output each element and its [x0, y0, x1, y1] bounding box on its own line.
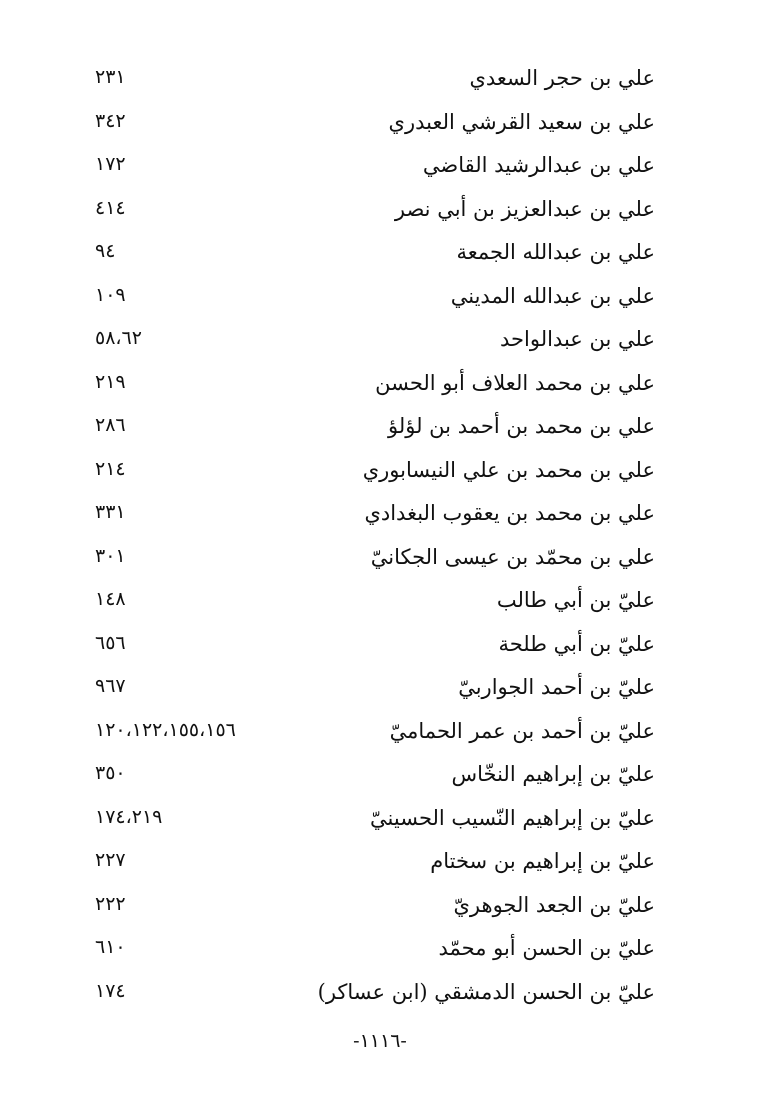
index-entry — [0, 758, 760, 802]
entry-name: عليّ بن الحسن الدمشقي (ابن عساكر) — [317, 979, 655, 1004]
entry-pages: ٢١٩ — [95, 370, 126, 393]
entry-pages: ٢٨٦ — [95, 414, 126, 436]
index-entry — [0, 106, 760, 150]
entry-name: علي بن محمّد بن عيسى الجكانيّ — [370, 544, 655, 569]
entry-pages: ١٢٠،١٢٢،١٥٥،١٥٦ — [95, 718, 236, 741]
index-entry — [0, 236, 760, 280]
entry-name: علي بن محمد بن أحمد بن لؤلؤ — [388, 414, 655, 438]
entry-name: عليّ بن إبراهيم النخّاس — [451, 762, 655, 786]
index-entry — [0, 410, 760, 454]
entry-pages: ٤١٤ — [95, 196, 126, 219]
entry-pages: ٥٨،٦٢ — [95, 327, 142, 349]
entry-pages: ١٧٤،٢١٩ — [95, 805, 163, 828]
entry-name: علي بن محمد العلاف أبو الحسن — [375, 370, 655, 395]
entry-name: علي بن محمد بن يعقوب البغدادي — [364, 501, 655, 525]
index-entry — [0, 802, 760, 846]
entry-pages: ٢١٤ — [95, 457, 126, 480]
entry-pages: ٦٥٦ — [95, 631, 126, 654]
page-number: -١١١٦- — [353, 1030, 407, 1052]
entry-name: عليّ بن أبي طلحة — [498, 631, 655, 656]
entry-name: عليّ بن أحمد بن عمر الحماميّ — [389, 718, 655, 743]
entry-pages: ١٠٩ — [95, 283, 126, 306]
entry-pages: ٦١٠ — [95, 936, 126, 958]
index-entry — [0, 367, 760, 411]
entry-pages: ٩٦٧ — [95, 675, 126, 697]
entry-name: عليّ بن أبي طالب — [496, 588, 655, 612]
index-entry — [0, 671, 760, 715]
entry-pages: ٢٢٢ — [95, 892, 126, 915]
entry-name: عليّ بن أحمد الجواربيّ — [458, 675, 655, 699]
entry-name: علي بن عبدالعزيز بن أبي نصر — [394, 196, 655, 221]
entry-pages: ٩٤ — [95, 240, 116, 262]
index-entry — [0, 62, 760, 106]
entry-pages: ٢٢٧ — [95, 849, 126, 871]
entry-name: علي بن سعيد القرشي العبدري — [388, 109, 655, 134]
index-entry — [0, 280, 760, 324]
entry-pages: ٣٣١ — [95, 501, 126, 523]
index-entry — [0, 889, 760, 933]
entry-pages: ٣٠١ — [95, 544, 126, 567]
entry-pages: ١٧٢ — [95, 153, 126, 175]
index-entry — [0, 454, 760, 498]
index-entry — [0, 845, 760, 889]
index-entry — [0, 932, 760, 976]
index-entry — [0, 497, 760, 541]
entry-pages: ٢٣١ — [95, 66, 126, 88]
entry-name: علي بن عبدالواحد — [500, 327, 655, 351]
entry-name: عليّ بن الحسن أبو محمّد — [438, 936, 655, 960]
index-entry — [0, 628, 760, 672]
index-entry — [0, 149, 760, 193]
entry-pages: ٣٥٠ — [95, 762, 126, 784]
index-entry-list — [0, 62, 760, 1019]
index-entry — [0, 976, 760, 1020]
entry-name: علي بن عبدالرشيد القاضي — [422, 153, 655, 177]
index-entry — [0, 715, 760, 759]
index-entry — [0, 541, 760, 585]
index-entry — [0, 584, 760, 628]
entry-name: عليّ بن إبراهيم بن سختام — [430, 849, 655, 873]
entry-name: علي بن عبدالله المديني — [450, 283, 655, 308]
entry-name: عليّ بن إبراهيم النّسيب الحسينيّ — [370, 805, 655, 830]
entry-name: علي بن حجر السعدي — [469, 66, 655, 90]
entry-pages: ١٧٤ — [95, 979, 126, 1002]
entry-name: عليّ بن الجعد الجوهريّ — [453, 892, 655, 917]
entry-name: علي بن عبدالله الجمعة — [456, 240, 655, 264]
entry-pages: ٣٤٢ — [95, 109, 126, 132]
index-entry — [0, 323, 760, 367]
entry-pages: ١٤٨ — [95, 588, 126, 610]
index-entry — [0, 193, 760, 237]
entry-name: علي بن محمد بن علي النيسابوري — [362, 457, 655, 482]
